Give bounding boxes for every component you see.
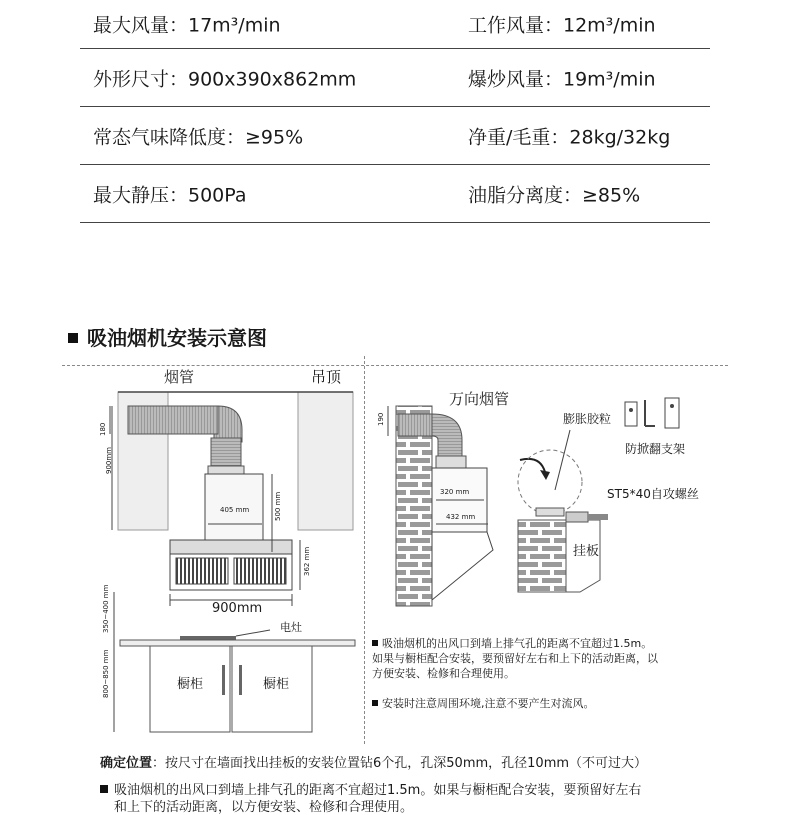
section-title-text: 吸油烟机安装示意图 xyxy=(87,326,267,350)
position-label: 确定位置 xyxy=(100,756,153,771)
right-installation-diagram xyxy=(388,398,679,606)
dim-350-400: 350~400 mm xyxy=(102,584,110,633)
bottom-note-text: 吸油烟机的出风口到墙上排气孔的距离不宜超过1.5m。如果与橱柜配合安装，要预留好左右 xyxy=(114,783,642,798)
spec-dimensions: 外形尺寸：900x390x862mm xyxy=(93,68,357,90)
note-text: 吸油烟机的出风口到墙上排气孔的距离不宜超过1.5m。如果与橱柜配合安装，要预留好左右和上下的活动距离，以方便安装、检修和合理使用。 xyxy=(372,637,658,680)
note-item xyxy=(372,696,662,711)
section-title xyxy=(68,322,267,351)
square-bullet-icon xyxy=(68,333,78,343)
spec-table xyxy=(80,0,710,223)
spec-row xyxy=(80,107,710,165)
install-position-text xyxy=(100,752,720,771)
spec-grease-separation: 油脂分离度：≥85% xyxy=(468,184,641,206)
dim-800-850: 800~850 mm xyxy=(102,649,110,698)
dim-432: 432 mm xyxy=(446,513,476,521)
installation-diagram xyxy=(0,360,790,745)
bottom-note-continued xyxy=(114,796,734,815)
square-bullet-icon xyxy=(100,785,108,793)
label-cabinet-2: 橱柜 xyxy=(263,677,290,692)
label-screw: ST5*40自攻螺丝 xyxy=(607,487,699,501)
spec-weight: 净重/毛重：28kg/32kg xyxy=(468,126,671,148)
label-expansion-anchor: 膨胀胶粒 xyxy=(563,412,612,426)
bottom-note-text-2: 和上下的活动距离，以方便安装、检修和合理使用。 xyxy=(114,800,414,815)
position-text: ：按尺寸在墙面找出挂板的安装位置钻6个孔，孔深50mm，孔径10mm（不可过大） xyxy=(152,756,648,771)
label-stove: 电灶 xyxy=(280,621,302,634)
dim-190: 190 xyxy=(377,412,385,426)
spec-row xyxy=(80,49,710,107)
square-bullet-icon xyxy=(372,640,378,646)
dim-320: 320 mm xyxy=(440,488,470,496)
label-universal-duct: 万向烟管 xyxy=(449,390,510,408)
note-item xyxy=(372,636,662,681)
spec-row xyxy=(80,165,710,223)
spec-working-airflow: 工作风量：12m³/min xyxy=(468,14,656,37)
note-text: 安装时注意周围环境,注意不要产生对流风。 xyxy=(382,697,595,710)
dim-180: 180 xyxy=(99,422,107,436)
spec-max-airflow: 最大风量：17m³/min xyxy=(93,14,281,37)
label-duct: 烟管 xyxy=(164,368,195,386)
dim-900-vertical: 900mm xyxy=(105,447,113,474)
spec-stirfry-airflow: 爆炒风量：19m³/min xyxy=(468,68,656,90)
dim-500: 500 mm xyxy=(274,491,282,521)
label-ceiling: 吊顶 xyxy=(311,368,342,386)
label-hanging-plate: 挂板 xyxy=(573,544,600,559)
dim-405: 405 mm xyxy=(220,506,250,514)
left-installation-diagram xyxy=(110,392,355,732)
spec-odor-reduction: 常态气味降低度：≥95% xyxy=(93,126,304,148)
label-anti-tip-bracket: 防掀翻支架 xyxy=(625,442,686,456)
square-bullet-icon xyxy=(372,700,378,706)
dim-900: 900mm xyxy=(212,601,263,616)
dim-362: 362 mm xyxy=(303,546,311,576)
spec-static-pressure: 最大静压：500Pa xyxy=(93,184,247,206)
spec-row xyxy=(80,0,710,49)
label-cabinet-1: 橱柜 xyxy=(177,677,204,692)
